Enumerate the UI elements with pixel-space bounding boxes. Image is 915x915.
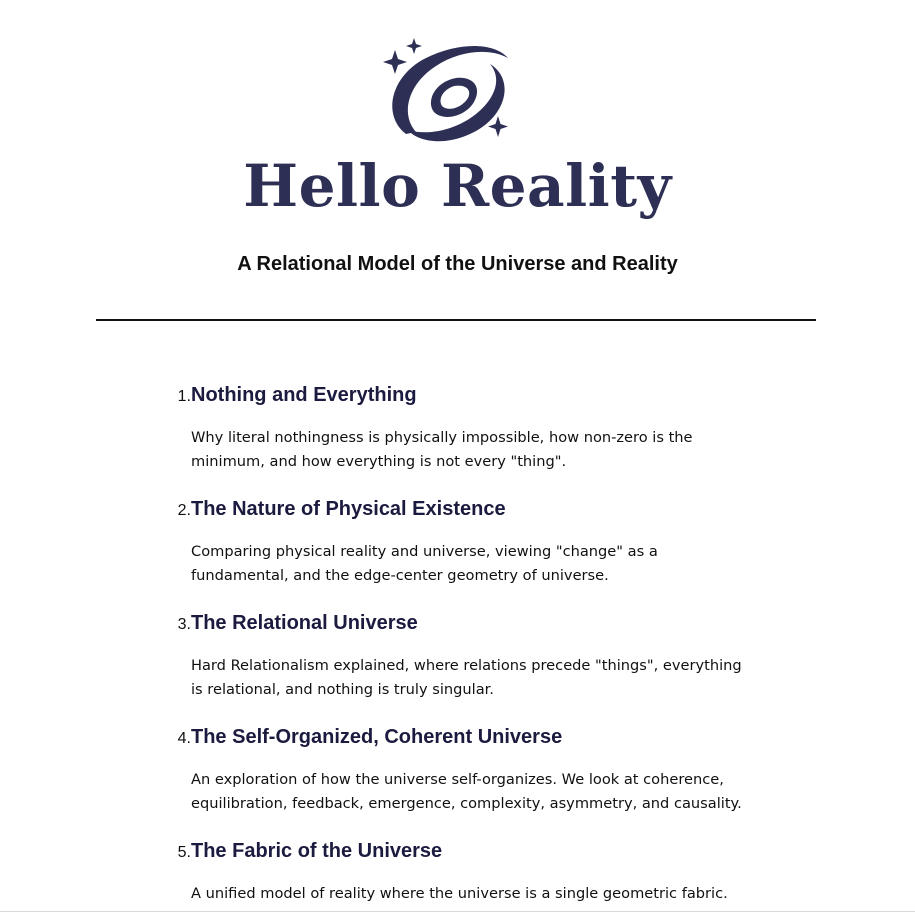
toc-item-head	[168, 378, 768, 412]
toc-item-description: A unified model of reality where the universe is a single geometric fabric.	[191, 885, 728, 902]
toc-item-number: 1.	[177, 388, 191, 405]
toc-item	[168, 492, 768, 606]
toc-item-head	[168, 606, 768, 640]
toc-item-description: An exploration of how the universe self-organizes. We look at coherence, equilibration, feedback, emergence, complexity, asymmetry, and causality.	[191, 771, 742, 812]
header-divider	[96, 319, 816, 321]
table-of-contents	[168, 378, 768, 915]
toc-item	[168, 720, 768, 834]
toc-item-head	[168, 492, 768, 526]
toc-item	[168, 378, 768, 492]
toc-item-title[interactable]: The Nature of Physical Existence	[191, 498, 506, 520]
toc-item-description: Why literal nothingness is physically impossible, how non-zero is the minimum, and how everything is not every "thing".	[191, 429, 693, 470]
toc-item-description: Comparing physical reality and universe, viewing "change" as a fundamental, and the edge-center geometry of universe.	[191, 543, 658, 584]
toc-item-head	[168, 834, 768, 868]
page-subtitle: A Relational Model of the Universe and Reality	[237, 253, 678, 275]
toc-item-title[interactable]: Nothing and Everything	[191, 384, 417, 406]
toc-item-number: 5.	[177, 844, 191, 861]
toc-item	[168, 834, 768, 915]
toc-item-title[interactable]: The Self-Organized, Coherent Universe	[191, 726, 563, 748]
toc-item-head	[168, 720, 768, 754]
toc-item-number: 2.	[177, 502, 191, 519]
toc-item-number: 4.	[177, 730, 191, 747]
toc-item-title[interactable]: The Relational Universe	[191, 612, 418, 634]
bottom-edge-rule	[0, 911, 915, 912]
toc-item-title[interactable]: The Fabric of the Universe	[191, 840, 443, 862]
toc-item	[168, 606, 768, 720]
brand-title: Hello Reality	[243, 152, 672, 220]
toc-item-description: Hard Relationalism explained, where relations precede "things", everything is relational, and nothing is truly singular.	[191, 657, 742, 698]
galaxy-swirl-icon	[378, 36, 523, 148]
toc-item-number: 3.	[177, 616, 191, 633]
